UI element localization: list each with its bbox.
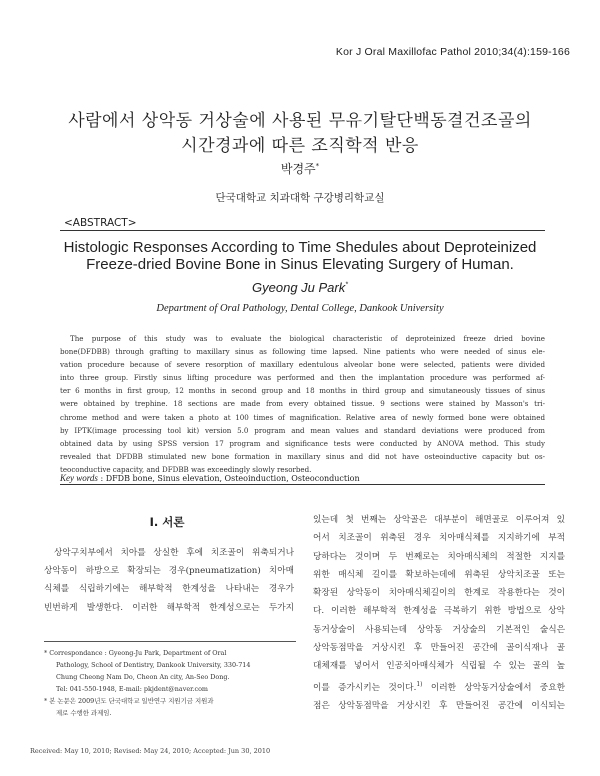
body-line: 확장된 상악동이 치아매식체길이의 한계로 작용한다는 것이 [313, 588, 565, 599]
section-title-introduction: I. 서론 [149, 515, 185, 529]
abstract-line: were obtained by trephine. 18 sections are made from every obtained tissue. 9 sections were stained by Masson's tri- [60, 399, 545, 409]
right-column-body [313, 511, 565, 715]
korean-author-mark: * [315, 162, 320, 170]
body-line: 어서 치조골이 위축된 경우 치아매식체를 지지하기에 부적 [313, 533, 565, 544]
received-dates: Received: May 10, 2010; Revised: May 24, 2010; Accepted: Jun 30, 2010 [30, 747, 271, 755]
footnote-line: * Correspondance : Gyeong-Ju Park, Department of Oral [44, 649, 227, 657]
abstract-line: ter 6 months in first group, 12 months in second group and 18 months in third group and simutaneously tissues of sinus [60, 386, 545, 396]
abstract-line: The purpose of this study was to evaluate the biological characteristic of deproteinized freeze dried bovine [70, 334, 545, 343]
abstract-line: by IPTK(image processing tool kit) version 5.0 program and mean values and standard deviations were produced from [60, 425, 545, 435]
footnote-line: 제로 수행한 과제임. [56, 709, 112, 718]
abstract-line: obtained data by using SPSS version 17 program and significance tests were conducted by ANOVA method. This study [60, 438, 545, 448]
abstract-label: <ABSTRACT> [64, 217, 137, 229]
abstract-line: vation procedure because of severe resorption of maxillary edentulous alveolar bone were selected, patients were divided [60, 360, 545, 370]
keywords-label: Key words [60, 473, 98, 483]
korean-title-line-1: 사람에서 상악동 거상술에 사용된 무유기탈단백동결건조골의 [68, 111, 532, 131]
body-line: 위한 매식체 길이를 확보하는데에 위축된 상악치조골 또는 [313, 569, 565, 580]
abstract-line: chrome method and were taken a photo at 100 times of magnification. Relative area of newly formed bone were obtained [60, 412, 545, 422]
abstract-line: revealed that DFDBB stimulated new bone formation in maxillary sinus and did not have osteoinductive capacity but os- [60, 451, 545, 461]
abstract-top-rule [60, 230, 545, 231]
abstract-line: bone(DFDBB) through grafting to maxillary sinus as following time lapsed. Nine patients who were needed of sinus ele- [60, 347, 545, 357]
reference-marker: 1) [416, 680, 423, 688]
english-title-line-2: Freeze-dried Bovine Bone in Sinus Elevating Surgery of Human. [86, 256, 514, 273]
body-line: 상악구치부에서 치아를 상실한 후에 치조골이 위축되거나 [54, 548, 294, 558]
keywords-text: : DFDB bone, Sinus elevation, Osteoinduction, Osteoconduction [100, 474, 360, 483]
korean-author-name: 박경주 [280, 162, 316, 176]
body-line: 식체를 식립하기에는 해부학적 한계성을 나타내는 경우가 [44, 584, 294, 595]
body-line: 다. 이러한 해부학적 한계성을 극복하기 위한 방법으로 상악 [313, 606, 565, 617]
body-line-with-ref [313, 676, 565, 697]
korean-author [0, 160, 600, 177]
body-line: 대체재를 넣어서 인공치아매식체가 식립될 수 있는 골의 높 [313, 661, 565, 672]
body-line: 상악동이 하방으로 확장되는 경우(pneumatization) 치아매 [44, 566, 294, 577]
footnote-line: Tel: 041-550-1948, E-mail: pkjdent@naver.com [56, 685, 208, 694]
body-line-part: 이러한 상악동거상술에서 중요한 [430, 682, 565, 693]
journal-reference: Kor J Oral Maxillofac Pathol 2010;34(4):159-166 [335, 46, 570, 58]
english-author [0, 280, 600, 295]
abstract-line: teoconductive capacity, and DFDBB was exceedingly slowly resorbed. [60, 464, 312, 474]
body-line-part: 이를 증가시키는 것이다. [313, 682, 417, 693]
footnote-line: * 본 논문은 2009년도 단국대학교 일반연구 지원기금 지원과 [44, 697, 214, 706]
keywords [60, 473, 360, 483]
left-column-body [44, 544, 294, 617]
body-line: 있는데 첫 번째는 상악골은 대부분이 해면골로 이루어져 있 [313, 515, 565, 525]
body-line: 동거상술이 사용되는데 상악동 거상술의 기본적인 술식은 [313, 624, 565, 635]
body-line: 빈번하게 발생한다. 이러한 해부학적 한계성으로는 두가지 [44, 602, 294, 613]
body-line: 점은 상악동점막을 거상시킨 후 만들어진 공간에 이식되는 [313, 700, 565, 711]
korean-affiliation: 단국대학교 치과대학 구강병리학교실 [215, 192, 385, 204]
abstract-line: into three group. Firstly sinus lifting procedure was performed and then the implantation procedure was performed af- [60, 373, 545, 383]
footnote-line: Chung Cheong Nam Do, Cheon An city, An-Seo Dong. [56, 673, 230, 682]
english-author-mark: * [345, 281, 348, 289]
english-author-name: Gyeong Ju Park [252, 280, 346, 295]
footnote-rule [44, 641, 296, 642]
english-affiliation: Department of Oral Pathology, Dental College, Dankook University [156, 303, 444, 314]
footnotes [44, 647, 299, 720]
body-line: 당하다는 것이며 두 번째로는 치아매식체의 적절한 지지를 [313, 551, 565, 562]
abstract-bottom-rule [60, 484, 545, 485]
body-line: 상악동점막을 거상시킨 후 만들어진 공간에 골이식재나 골 [313, 643, 565, 654]
footnote-line: Pathology, School of Dentistry, Dankook University, 330-714 [56, 661, 251, 670]
english-title-line-1: Histologic Responses According to Time Shedules about Deproteinized [63, 239, 537, 256]
korean-title-line-2: 시간경과에 따른 조직학적 반응 [181, 136, 419, 156]
abstract-body [60, 332, 545, 476]
